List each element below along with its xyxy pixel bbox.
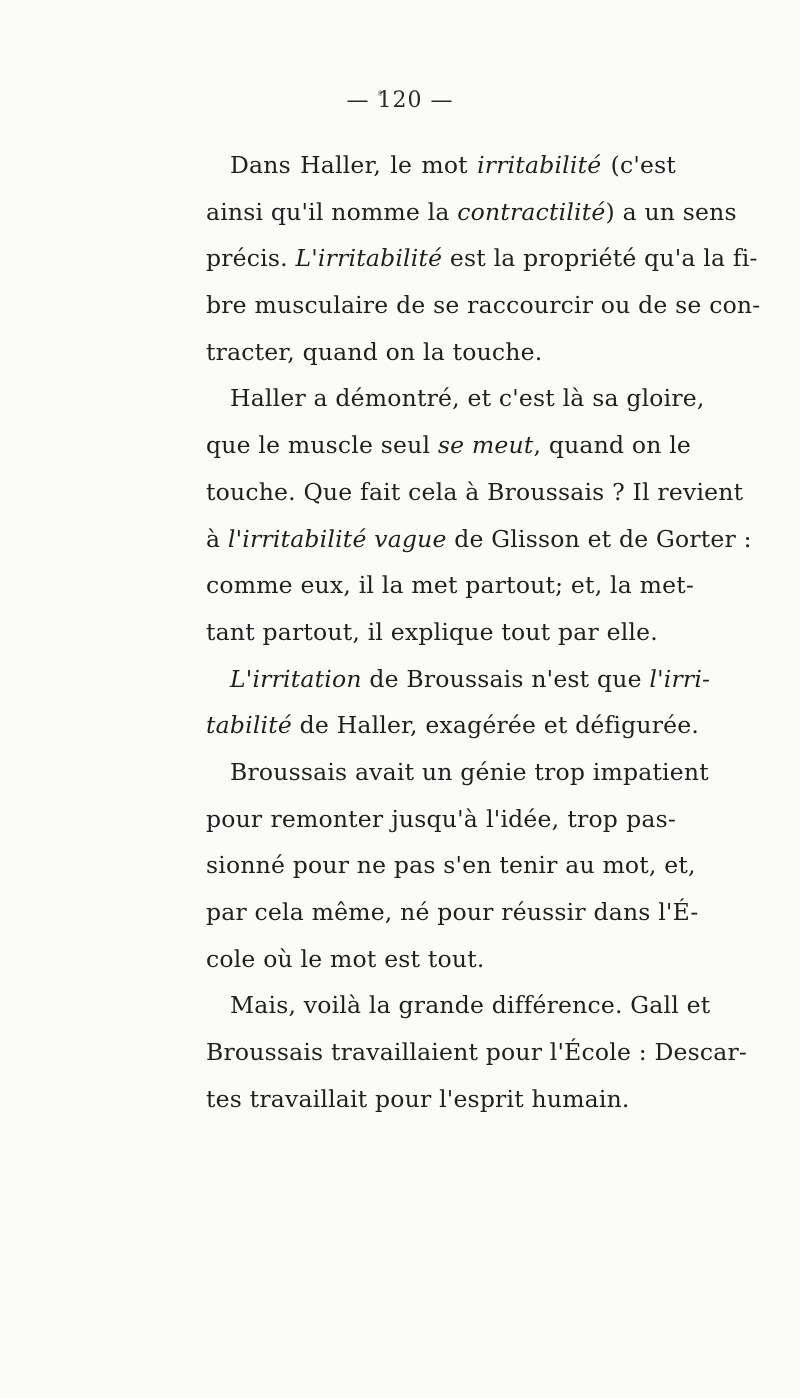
text-line-10: comme eux, il la met partout; et, la met-: [206, 571, 694, 600]
text-segment: à: [206, 524, 228, 553]
page-number: — 120 —: [346, 88, 454, 113]
text-segment: (c'est: [601, 151, 676, 179]
text-line-21: tes travaillait pour l'esprit humain.: [206, 1084, 630, 1113]
text-segment: ) a un sens: [605, 197, 737, 226]
text-segment: est la propriété qu'a la fi-: [442, 244, 758, 273]
text-segment: que le muscle seul: [206, 431, 438, 460]
text-line-12: [206, 656, 711, 703]
text-segment: de Glisson et de Gorter :: [446, 524, 752, 553]
italic-term: l'irritabilité vague: [227, 524, 447, 553]
text-line-13: [206, 702, 700, 749]
text-segment: , quand on le: [533, 431, 692, 460]
text-line-18: cole où le mot est tout.: [206, 944, 485, 973]
text-line-15: pour remonter jusqu'à l'idée, trop pas-: [206, 804, 676, 833]
italic-term: L'irritation: [230, 664, 362, 693]
text-line-16: sionné pour ne pas s'en tenir au mot, et,: [206, 851, 696, 880]
text-line-11: tant partout, il explique tout par elle.: [206, 617, 658, 646]
italic-term: se meut: [437, 431, 534, 460]
text-line-3: [206, 235, 758, 282]
italic-term: L'irritabilité: [295, 244, 443, 273]
text-line-9: [206, 516, 752, 563]
body-text: [206, 142, 761, 1122]
italic-term: contractilité: [457, 197, 606, 226]
text-segment: de Haller, exagérée et défigurée.: [292, 711, 700, 740]
text-segment: Dans Haller, le mot: [230, 151, 478, 179]
text-line-6: Haller a démontré, et c'est là sa gloire,: [230, 384, 705, 413]
italic-term: l'irri-: [649, 664, 711, 693]
text-line-4: bre musculaire de se raccourcir ou de se con-: [206, 291, 761, 320]
text-line-14: Broussais avait un génie trop impatient: [230, 757, 709, 786]
text-line-2: [206, 189, 737, 236]
text-segment: précis.: [206, 244, 296, 273]
text-line-8: touche. Que fait cela à Broussais ? Il revient: [206, 477, 744, 506]
text-line-20: Broussais travaillaient pour l'École : Descar-: [206, 1038, 748, 1067]
italic-term: tabilité: [206, 711, 292, 740]
text-segment: de Broussais n'est que: [361, 664, 650, 693]
text-line-19: Mais, voilà la grande différence. Gall et: [230, 991, 711, 1020]
text-line-7: [206, 422, 692, 469]
italic-term: irritabilité: [477, 151, 602, 179]
text-segment: ainsi qu'il nomme la: [206, 197, 458, 226]
text-line-5: tracter, quand on la touche.: [206, 337, 543, 366]
text-line-1: [206, 142, 676, 189]
text-line-17: par cela même, né pour réussir dans l'É-: [206, 898, 699, 926]
